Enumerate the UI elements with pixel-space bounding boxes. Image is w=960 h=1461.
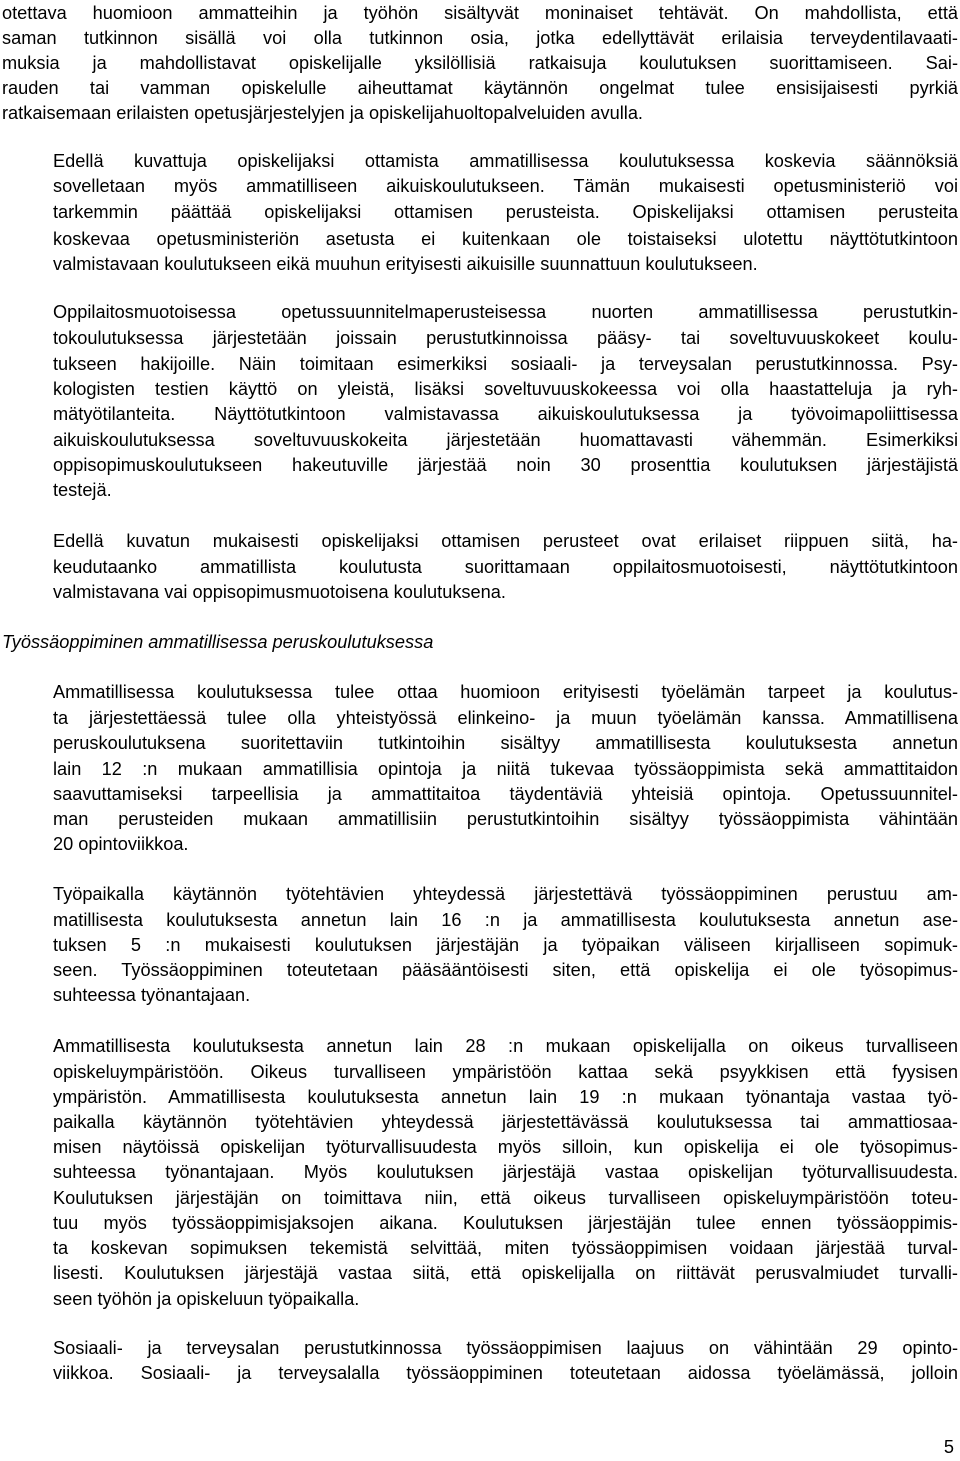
text-line: matillisesta koulutuksesta annetun lain 16 :n ja ammatillisesta koulutuksesta annetun ase- (53, 910, 958, 930)
text-line: keudutaanko ammatillista koulutusta suorittamaan oppilaitosmuotoisesti, näyttötutkintoon (53, 557, 958, 577)
text-line: aikuiskoulutuksessa soveltuvuuskokeita järjestetään huomattavasti vähemmän. Esimerkiksi (53, 430, 958, 450)
text-line: koskevaa opetusministeriön asetusta ei kuitenkaan ole toistaiseksi ulotettu näyttötutkintoon (53, 229, 958, 249)
text-line: ta koskevan sopimuksen tekemistä selvittää, miten työssäoppimisen voidaan järjestää turval- (53, 1238, 958, 1258)
text-line: suhteessa työnantajaan. (53, 985, 251, 1005)
text-line: sovelletaan myös ammatilliseen aikuiskoulutukseen. Tämän mukaisesti opetusministeriö voi (53, 176, 958, 196)
text-line: seen työhön ja opiskeluun työpaikalla. (53, 1289, 360, 1309)
text-line: Ammatillisesta koulutuksesta annetun lain 28 :n mukaan opiskelijalla on oikeus turvalliseen (53, 1036, 958, 1056)
text-line: opiskeluympäristöön. Oikeus turvalliseen ympäristöön kattaa sekä psyykkisen että fyysisen (53, 1062, 958, 1082)
text-line: lain 12 :n mukaan ammatillisia opintoja ja niitä tukevaa työssäoppimista sekä ammattitaidon (53, 759, 958, 779)
text-line: saavuttamiseksi tarpeellisia ja ammattitaitoa täydentäviä yhteisiä opintoja. Opetussuunnitel- (53, 784, 958, 804)
text-line: tukseen hakijoille. Näin toimitaan esimerkiksi sosiaali- ja terveysalan perustutkinnossa. Psy- (53, 354, 958, 374)
text-line: Koulutuksen järjestäjän on toimittava niin, että oikeus turvalliseen opiskeluympäristöön toteu- (53, 1188, 958, 1208)
text-line: kologisten testien käyttö on yleistä, lisäksi soveltuvuuskokeessa voi olla haastatteluja ja ryh- (53, 379, 958, 399)
text-line: Ammatillisessa koulutuksessa tulee ottaa huomioon erityisesti työelämän tarpeet ja koulutus- (53, 682, 958, 702)
text-line: lisesti. Koulutuksen järjestäjä vastaa siitä, että opiskelijalla on riittävät perusvalmiudet turvalli- (53, 1263, 958, 1283)
text-line: saman tutkinnon sisällä voi olla tutkinnon osia, jotka edellyttävät erilaisia terveydentilavaati- (2, 28, 958, 48)
text-line: valmistavaan koulutukseen eikä muuhun erityisesti aikuisille suunnattuun koulutukseen. (53, 254, 758, 274)
text-line: otettava huomioon ammatteihin ja työhön sisältyvät moninaiset tehtävät. On mahdollista, että (2, 3, 958, 23)
text-line: Edellä kuvattuja opiskelijaksi ottamista ammatillisessa koulutuksessa koskevia säännöksiä (53, 151, 958, 171)
text-line: mätyötilanteita. Näyttötutkintoon valmistavassa aikuiskoulutuksessa ja työvoimapoliittisessa (53, 404, 958, 424)
text-line: tarkemmin päättää opiskelijaksi ottamisen perusteista. Opiskelijaksi ottamisen perusteita (53, 202, 958, 222)
text-line: ympäristön. Ammatillisesta koulutuksesta annetun lain 19 :n mukaan työnantaja vastaa työ- (53, 1087, 958, 1107)
text-line: tuksen 5 :n mukaisesti koulutuksen järjestäjän ja työpaikan väliseen kirjalliseen sopimuk- (53, 935, 958, 955)
text-line: Oppilaitosmuotoisessa opetussuunnitelmaperusteisessa nuorten ammatillisessa perustutkin- (53, 302, 958, 322)
text-line: paikalla käytännön työtehtävien yhteydessä järjestettävässä koulutuksessa tai ammattiosaa- (53, 1112, 958, 1132)
text-line: Työpaikalla käytännön työtehtävien yhteydessä järjestettävä työssäoppiminen perustuu am- (53, 884, 958, 904)
text-line: man perusteiden mukaan ammatillisiin perustutkintoihin sisältyy työssäoppimista vähintään (53, 809, 958, 829)
text-line: Sosiaali- ja terveysalan perustutkinnossa työssäoppimisen laajuus on vähintään 29 opinto- (53, 1338, 958, 1358)
text-line: tokoulutuksessa järjestetään joissain perustutkinnoissa pääsy- tai soveltuvuuskokeet koulu- (53, 328, 958, 348)
text-line: valmistavana vai oppisopimusmuotoisena koulutuksena. (53, 582, 506, 602)
text-line: viikkoa. Sosiaali- ja terveysalalla työssäoppiminen toteutetaan aidossa työelämässä, jolloin (53, 1363, 958, 1383)
section-heading: Työssäoppiminen ammatillisessa peruskoulutuksessa (2, 632, 434, 652)
text-line: muksia ja mahdollistavat opiskelijalle yksilöllisiä ratkaisuja koulutuksen suorittamiseen. Sai- (2, 53, 958, 73)
text-line: peruskoulutuksena suoritettaviin tutkintoihin sisältyy ammatillisesta koulutuksesta annetun (53, 733, 958, 753)
text-line: seen. Työssäoppiminen toteutetaan pääsääntöisesti siten, että opiskelija ei ole työsopimus- (53, 960, 958, 980)
text-line: 20 opintoviikkoa. (53, 834, 189, 854)
text-line: tuu myös työssäoppimisjaksojen aikana. Koulutuksen järjestäjän tulee ennen työssäoppimis- (53, 1213, 958, 1233)
text-line: oppisopimuskoulutukseen hakeutuville järjestää noin 30 prosenttia koulutuksen järjestäjistä (53, 455, 958, 475)
text-line: ta järjestettäessä tulee olla yhteistyössä elinkeino- ja muun työelämän kanssa. Ammatillisena (53, 708, 958, 728)
text-line: rauden tai vamman opiskelulle aiheuttamat käytännön ongelmat tulee ensisijaisesti pyrkiä (2, 78, 958, 98)
text-line: suhteessa työnantajaan. Myös koulutuksen järjestäjä vastaa opiskelijan työturvallisuudesta. (53, 1162, 958, 1182)
text-line: Edellä kuvatun mukaisesti opiskelijaksi ottamisen perusteet ovat erilaiset riippuen siitä, ha- (53, 531, 958, 551)
text-line: testejä. (53, 480, 112, 500)
text-line: misen näytöissä opiskelijan työturvallisuudesta myös silloin, kun opiskelija ei ole työsopimus- (53, 1137, 958, 1157)
page-number: 5 (943, 1437, 954, 1457)
text-line: ratkaisemaan erilaisten opetusjärjestelyjen ja opiskelijahuoltopalveluiden avulla. (2, 103, 643, 123)
